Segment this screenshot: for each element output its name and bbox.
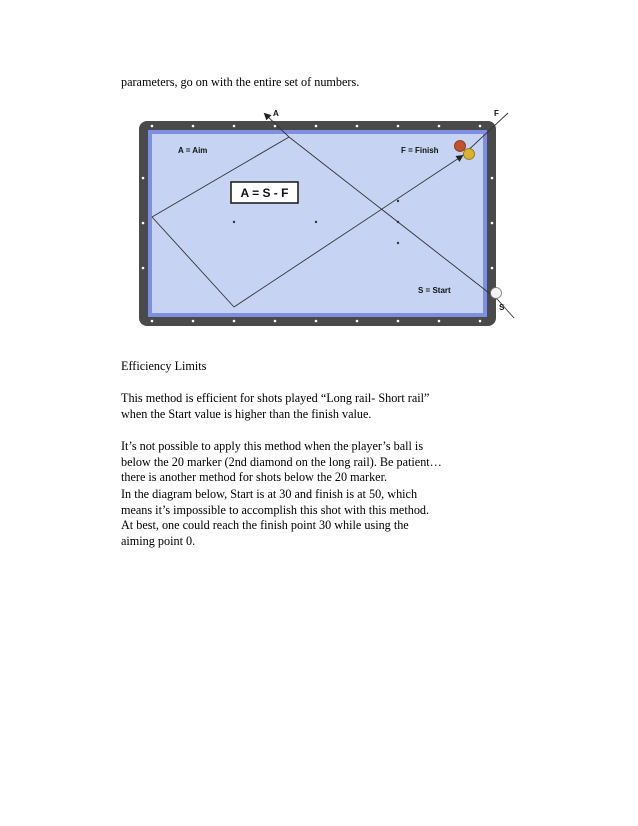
- label-finish-point: F: [494, 109, 499, 118]
- legend-aim: A = Aim: [178, 146, 208, 155]
- formula-text: A = S - F: [240, 186, 289, 200]
- paragraph-efficiency: [121, 391, 429, 422]
- label-aim-point: A: [273, 109, 279, 118]
- paragraph-limits: [121, 439, 442, 486]
- red-ball: [455, 141, 466, 152]
- billiard-table-svg: [130, 104, 530, 332]
- cue-ball: [491, 288, 502, 299]
- legend-start: S = Start: [418, 286, 451, 295]
- legend-finish: F = Finish: [401, 146, 439, 155]
- intro-text: parameters, go on with the entire set of numbers.: [121, 75, 360, 89]
- label-start-point: S: [499, 303, 505, 312]
- paragraph-line: At best, one could reach the finish point 30 while using the: [121, 518, 409, 533]
- section-heading: Efficiency Limits: [121, 359, 207, 373]
- paragraph-line: It’s not possible to apply this method when the player’s ball is: [121, 439, 424, 453]
- paragraph-line: In the diagram below, Start is at 30 and finish is at 50, which: [121, 487, 418, 501]
- billiard-diagram: [130, 104, 530, 332]
- paragraph-example: [121, 487, 429, 549]
- paragraph-line: there is another method for shots below the 20 marker.: [121, 470, 388, 485]
- yellow-ball: [464, 149, 475, 160]
- paragraph-line: This method is efficient for shots played “Long rail- Short rail”: [121, 391, 430, 405]
- paragraph-line: below the 20 marker (2nd diamond on the long rail). Be patient…: [121, 454, 442, 469]
- paragraph-line: when the Start value is higher than the finish value.: [121, 406, 372, 421]
- paragraph-line: means it’s impossible to accomplish this shot with this method.: [121, 502, 430, 517]
- paragraph-line: aiming point 0.: [121, 533, 196, 548]
